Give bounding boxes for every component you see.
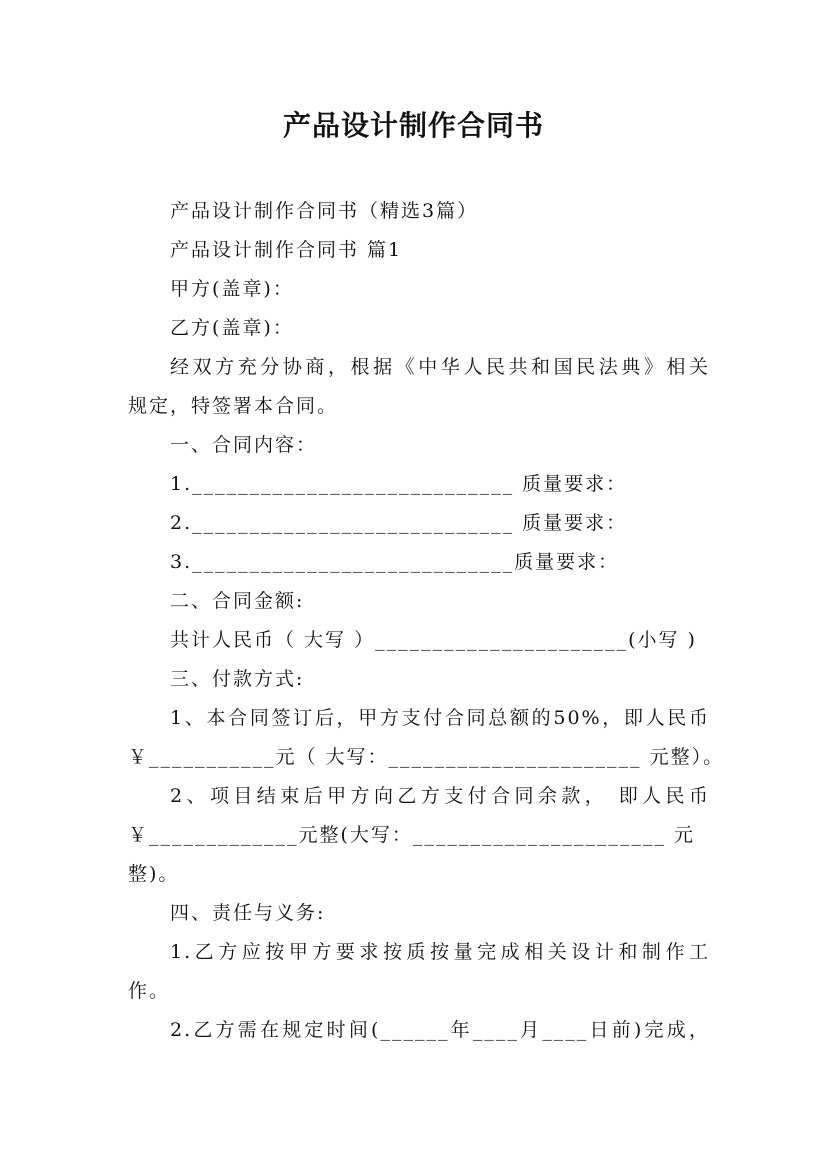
amount-line: 共计人民币（ 大写 ）______________________(小写 ) [170,629,697,651]
section-heading: 产品设计制作合同书 篇1 [170,239,403,261]
contract-item-line: 1.____________________________ 质量要求： [170,473,628,495]
clause-heading: 二、合同金额: [170,590,305,612]
party-b-line: 乙方(盖章)： [170,317,294,339]
duty-line: 1.乙方应按甲方要求按质按量完成相关设计和制作工 [170,941,710,963]
duty-line: 2.乙方需在规定时间(______年____月____日前)完成， [170,1019,710,1041]
paragraph-line: 规定，特签署本合同。 [128,395,339,417]
clause-heading: 四、责任与义务: [170,902,326,924]
payment-line: ￥_____________元整(大写：______________________ 元 [128,824,695,846]
contract-item-line: 2.____________________________ 质量要求： [170,512,628,534]
payment-line: ￥___________元（ 大写：______________________ 元整）。 [128,746,725,768]
contract-item-line: 3.____________________________质量要求： [170,551,620,573]
payment-line: 1、本合同签订后，甲方支付合同总额的50%，即人民币 [170,707,710,729]
clause-heading: 一、合同内容： [170,434,318,456]
subtitle-line: 产品设计制作合同书（精选3篇） [170,200,479,222]
party-a-line: 甲方(盖章)： [170,278,294,300]
paragraph-line: 经双方充分协商，根据《中华人民共和国民法典》相关 [170,356,710,378]
document-title: 产品设计制作合同书 [282,109,544,142]
payment-line: 整)。 [128,863,180,885]
payment-line: 2、项目结束后甲方向乙方支付合同余款， 即人民币 [170,785,710,807]
clause-heading: 三、付款方式: [170,668,305,690]
duty-line: 作。 [128,980,171,1002]
